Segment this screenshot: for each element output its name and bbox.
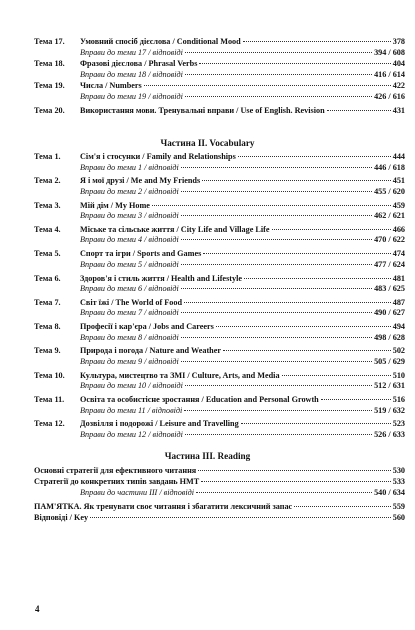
topic-label: Тема 9. — [34, 346, 61, 356]
dot-leader — [244, 278, 391, 279]
exercises-label: Вправи до теми 7 / відповіді — [80, 308, 179, 318]
dot-leader — [294, 506, 391, 507]
topic-title: Основні стратегії для ефективного читання — [34, 466, 197, 475]
topic-title: Дозвілля і подорожі / Leisure and Travelling — [80, 419, 239, 429]
page-ref: 526 / 633 — [374, 429, 405, 439]
dot-leader — [216, 326, 391, 327]
dot-leader — [181, 288, 372, 289]
dot-leader — [185, 74, 372, 75]
page-ref: 523 — [392, 419, 405, 429]
topic-label: Тема 17. — [34, 37, 65, 46]
page-ref: 378 — [392, 37, 405, 46]
dot-leader — [272, 229, 391, 230]
exercises-label: Вправи до теми 2 / відповіді — [80, 186, 179, 196]
dot-leader — [185, 96, 372, 97]
dot-leader — [185, 385, 372, 386]
page-ref: 426 / 616 — [374, 92, 405, 101]
page-ref: 481 — [392, 273, 405, 283]
topic-title: Використання мови. Тренувальні вправи / Use of English. Revision — [80, 106, 325, 115]
page-ref: 530 — [392, 466, 405, 475]
dot-leader — [152, 205, 391, 206]
topic-label: Тема 7. — [34, 297, 61, 307]
topic-title: Числа / Numbers — [80, 81, 142, 90]
page-ref: 446 / 618 — [374, 162, 405, 172]
dot-leader — [181, 312, 372, 313]
topic-label: Тема 19. — [34, 81, 65, 90]
topic-title: Освіта та особистісне зростання / Education and Personal Growth — [80, 395, 319, 404]
topic-title: Міське та сільське життя / City Life and Village Life — [80, 224, 270, 234]
dot-leader — [241, 423, 391, 424]
dot-leader — [181, 264, 372, 265]
page-ref: 431 — [392, 106, 405, 115]
toc-entry — [34, 512, 405, 524]
toc-entry — [34, 429, 405, 441]
exercises-label: Вправи до теми 9 / відповіді — [80, 356, 179, 366]
page-ref: 505 / 629 — [374, 356, 405, 366]
page-ref: 516 — [392, 395, 405, 404]
topic-title: Здоров'я і стиль життя / Health and Lifestyle — [80, 273, 242, 283]
page-ref: 483 / 625 — [374, 284, 405, 293]
toc-entry — [34, 210, 405, 222]
toc-entry — [34, 162, 405, 174]
topic-label: Тема 18. — [34, 59, 65, 68]
page-ref: 519 / 632 — [374, 405, 405, 415]
exercises-label: Вправи до теми 11 / відповіді — [80, 405, 183, 415]
dot-leader — [202, 180, 391, 181]
dot-leader — [196, 492, 372, 493]
toc-entry — [34, 283, 405, 295]
page-number: 4 — [35, 604, 40, 614]
page-ref: 404 — [392, 59, 405, 68]
dot-leader — [198, 470, 390, 471]
topic-title: Культура, мистецтво та ЗМІ / Culture, Arts, and Media — [80, 370, 280, 380]
exercises-label: Вправи до теми 1 / відповіді — [80, 162, 179, 172]
exercises-label: Вправи до теми 3 / відповіді — [80, 211, 179, 221]
toc-entry — [34, 307, 405, 319]
dot-leader — [185, 52, 372, 53]
topic-title: Природа і погода / Nature and Weather — [80, 346, 222, 356]
exercises-label: Вправи до теми 19 / відповіді — [80, 92, 183, 101]
exercises-label: Вправи до теми 18 / відповіді — [80, 70, 183, 79]
page-ref: 462 / 621 — [374, 211, 405, 221]
topic-title: Спорт та ігри / Sports and Games — [80, 249, 202, 259]
toc-entry — [34, 234, 405, 246]
page-ref: 444 — [392, 152, 405, 161]
page-ref: 494 — [392, 322, 405, 332]
exercises-label: Вправи до частини III / відповіді — [80, 488, 195, 497]
dot-leader — [199, 63, 390, 64]
page-ref: 470 / 622 — [374, 235, 405, 245]
dot-leader — [181, 337, 372, 338]
dot-leader — [181, 167, 372, 168]
page-ref: 416 / 614 — [374, 70, 405, 79]
page-ref: 451 — [392, 176, 405, 186]
page-ref: 512 / 631 — [374, 381, 405, 391]
topic-title: Відповіді / Key — [34, 513, 89, 522]
toc-entry — [34, 405, 405, 417]
page-ref: 490 / 627 — [374, 308, 405, 318]
topic-title: Стратегії до конкретних типів завдань НМТ — [34, 477, 200, 486]
page-ref: 422 — [392, 81, 405, 90]
dot-leader — [243, 41, 391, 42]
topic-title: Світ їжі / The World of Food — [80, 297, 183, 307]
exercises-label: Вправи до теми 17 / відповіді — [80, 48, 183, 57]
topic-label: Тема 5. — [34, 249, 61, 259]
toc-entry — [34, 186, 405, 198]
exercises-label: Вправи до теми 5 / відповіді — [80, 259, 179, 269]
dot-leader — [181, 215, 372, 216]
part2-heading: Частина II. Vocabulary — [160, 138, 255, 148]
part3-heading: Частина III. Reading — [164, 451, 251, 461]
topic-title: Мій дім / My Home — [80, 200, 150, 210]
exercises-label: Вправи до теми 4 / відповіді — [80, 235, 179, 245]
toc-entry — [34, 105, 405, 117]
exercises-label: Вправи до теми 8 / відповіді — [80, 332, 179, 342]
topic-title: Умовний спосіб дієслова / Conditional Mood — [80, 37, 241, 46]
topic-label: Тема 8. — [34, 322, 61, 332]
dot-leader — [238, 156, 391, 157]
page-ref: 474 — [392, 249, 405, 259]
toc-entry — [34, 91, 405, 103]
page-ref: 533 — [392, 477, 405, 486]
topic-title: Фразові дієслова / Phrasal Verbs — [80, 59, 198, 68]
page-ref: 502 — [392, 346, 405, 356]
topic-title: Професії і кар'єра / Jobs and Careers — [80, 322, 214, 332]
exercises-label: Вправи до теми 12 / відповіді — [80, 429, 183, 439]
page-ref: 540 / 634 — [374, 488, 405, 497]
toc-entry — [34, 259, 405, 271]
page-ref: 466 — [392, 224, 405, 234]
dot-leader — [185, 434, 372, 435]
dot-leader — [184, 302, 391, 303]
dot-leader — [282, 375, 391, 376]
toc-entry — [34, 332, 405, 344]
page-ref: 459 — [392, 200, 405, 210]
page-ref: 394 / 608 — [374, 48, 405, 57]
dot-leader — [184, 410, 372, 411]
toc-entry — [34, 356, 405, 368]
page-ref: 477 / 624 — [374, 259, 405, 269]
page-ref: 510 — [392, 370, 405, 380]
topic-label: Тема 20. — [34, 106, 65, 115]
dot-leader — [201, 481, 390, 482]
topic-title: ПАМ'ЯТКА. Як тренувати своє читання і збагатити лексичний запас — [34, 502, 293, 511]
exercises-label: Вправи до теми 6 / відповіді — [80, 284, 179, 293]
dot-leader — [144, 85, 391, 86]
topic-label: Тема 3. — [34, 200, 61, 210]
topic-label: Тема 1. — [34, 152, 61, 161]
dot-leader — [181, 239, 372, 240]
dot-leader — [321, 399, 391, 400]
dot-leader — [223, 350, 391, 351]
toc-entry — [34, 380, 405, 392]
page-ref: 498 / 628 — [374, 332, 405, 342]
dot-leader — [181, 191, 372, 192]
topic-label: Тема 2. — [34, 176, 61, 186]
page-ref: 455 / 620 — [374, 186, 405, 196]
topic-title: Сім'я і стосунки / Family and Relationships — [80, 152, 236, 161]
dot-leader — [181, 361, 372, 362]
page-ref: 559 — [392, 502, 405, 511]
topic-label: Тема 6. — [34, 273, 61, 283]
exercises-label: Вправи до теми 10 / відповіді — [80, 381, 183, 391]
page-ref: 560 — [392, 513, 405, 522]
topic-title: Я і мої друзі / Me and My Friends — [80, 176, 201, 186]
dot-leader — [90, 517, 391, 518]
topic-label: Тема 4. — [34, 224, 61, 234]
topic-label: Тема 11. — [34, 395, 65, 404]
toc-entry — [34, 487, 405, 499]
page-ref: 487 — [392, 297, 405, 307]
topic-label: Тема 12. — [34, 419, 65, 429]
dot-leader — [203, 253, 390, 254]
dot-leader — [327, 110, 391, 111]
topic-label: Тема 10. — [34, 370, 65, 380]
